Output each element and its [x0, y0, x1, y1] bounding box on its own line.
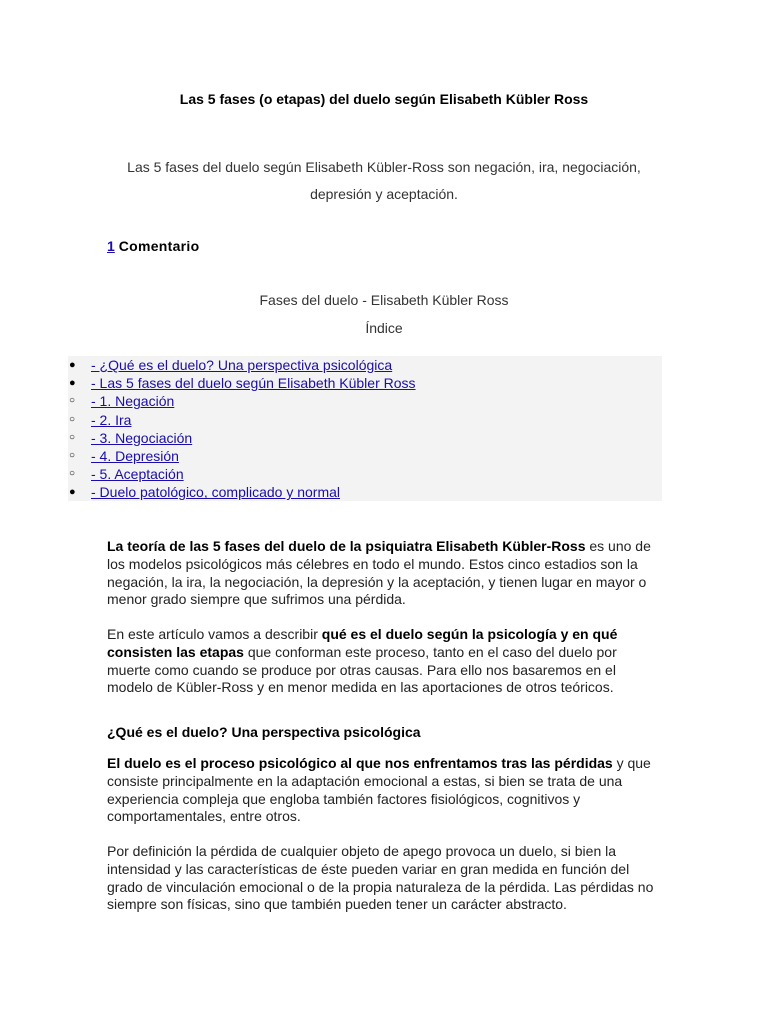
toc-heading: Índice	[365, 320, 403, 336]
hollow-bullet-icon: ○	[69, 413, 76, 425]
toc-link-5-fases[interactable]: - Las 5 fases del duelo según Elisabeth Kübler Ross	[91, 375, 416, 392]
toc-item	[68, 411, 662, 429]
paragraph-intro-text: es uno de los modelos psicológicos más célebres en todo el mundo. Estos cinco estadios son la negación, la ira, la negociación, la depresión y la aceptación, y tienen lugar en mayor o menor grado siempre que sufrimos una pérdida.	[107, 538, 651, 608]
comment-count-line	[107, 238, 199, 254]
article-subtitle: Las 5 fases del duelo según Elisabeth Kübler-Ross son negación, ira, negociación, depresión y aceptación.	[127, 159, 641, 202]
filled-bullet-icon: ●	[69, 377, 76, 390]
toc-link-negociacion[interactable]: - 3. Negociación	[91, 429, 193, 446]
toc-link-negacion[interactable]: - 1. Negación	[91, 393, 175, 410]
paragraph-intro-bold: La teoría de las 5 fases del duelo de la psiquiatra Elisabeth Kübler-Ross	[107, 538, 586, 554]
comment-label: Comentario	[118, 238, 200, 254]
paragraph-description-text: que conforman este proceso, tanto en el caso del duelo por muerte como cuando se produce por otras causas. Para ello nos basaremos en el modelo de Kübler-Ross y en menor medida en las aportaciones de otros teóricos.	[107, 643, 617, 696]
toc-item	[68, 483, 662, 501]
paragraph-definition-bold: El duelo es el proceso psicológico al que nos enfrentamos tras las pérdidas	[107, 755, 613, 771]
filled-bullet-icon: ●	[69, 359, 76, 371]
hollow-bullet-icon: ○	[69, 431, 76, 443]
filled-bullet-icon: ●	[69, 486, 76, 499]
toc-item	[68, 429, 662, 447]
paragraph-description	[107, 626, 663, 697]
table-of-contents	[68, 356, 662, 501]
toc-link-aceptacion[interactable]: - 5. Aceptación	[91, 466, 184, 483]
paragraph-loss: Por definición la pérdida de cualquier objeto de apego provoca un duelo, si bien la intensidad y las características de éste pueden variar en gran medida en función del grado de vinculación emocional o de la propia naturaleza de la pérdida. Las pérdidas no siempre son físicas, sino que también pueden tener un carácter abstracto.	[107, 843, 654, 913]
paragraph-definition-text: y que consiste principalmente en la adaptación emocional a estas, si bien se trata de una experiencia compleja que engloba también factores fisiológicos, cognitivos y comportamentales, entre otros.	[107, 755, 651, 825]
paragraph-intro	[107, 538, 663, 609]
toc-link-depresion[interactable]: - 4. Depresión	[91, 447, 179, 464]
toc-link-ira[interactable]: - 2. Ira	[91, 411, 132, 428]
hollow-bullet-icon: ○	[69, 395, 76, 407]
comment-count-link[interactable]: 1	[107, 238, 115, 254]
paragraph-description-start: En este artículo vamos a describir	[107, 626, 322, 642]
toc-item	[68, 356, 662, 374]
paragraph-definition	[107, 755, 663, 826]
page-title: Las 5 fases (o etapas) del duelo según Elisabeth Kübler Ross	[179, 91, 589, 107]
toc-link-duelo-patologico[interactable]: - Duelo patológico, complicado y normal	[91, 484, 341, 501]
toc-item	[68, 465, 662, 483]
section-heading: ¿Qué es el duelo? Una perspectiva psicológica	[107, 724, 421, 740]
toc-link-que-es-el-duelo[interactable]: - ¿Qué es el duelo? Una perspectiva psicológica	[91, 357, 393, 373]
paragraph-description-bold: qué es el duelo según la psicología y en qué consisten las etapas	[107, 626, 618, 660]
toc-item	[68, 392, 662, 410]
hollow-bullet-icon: ○	[69, 468, 76, 480]
figure-caption: Fases del duelo - Elisabeth Kübler Ross	[259, 292, 509, 308]
toc-item	[68, 447, 662, 465]
toc-item	[68, 374, 662, 392]
hollow-bullet-icon: ○	[69, 449, 76, 461]
